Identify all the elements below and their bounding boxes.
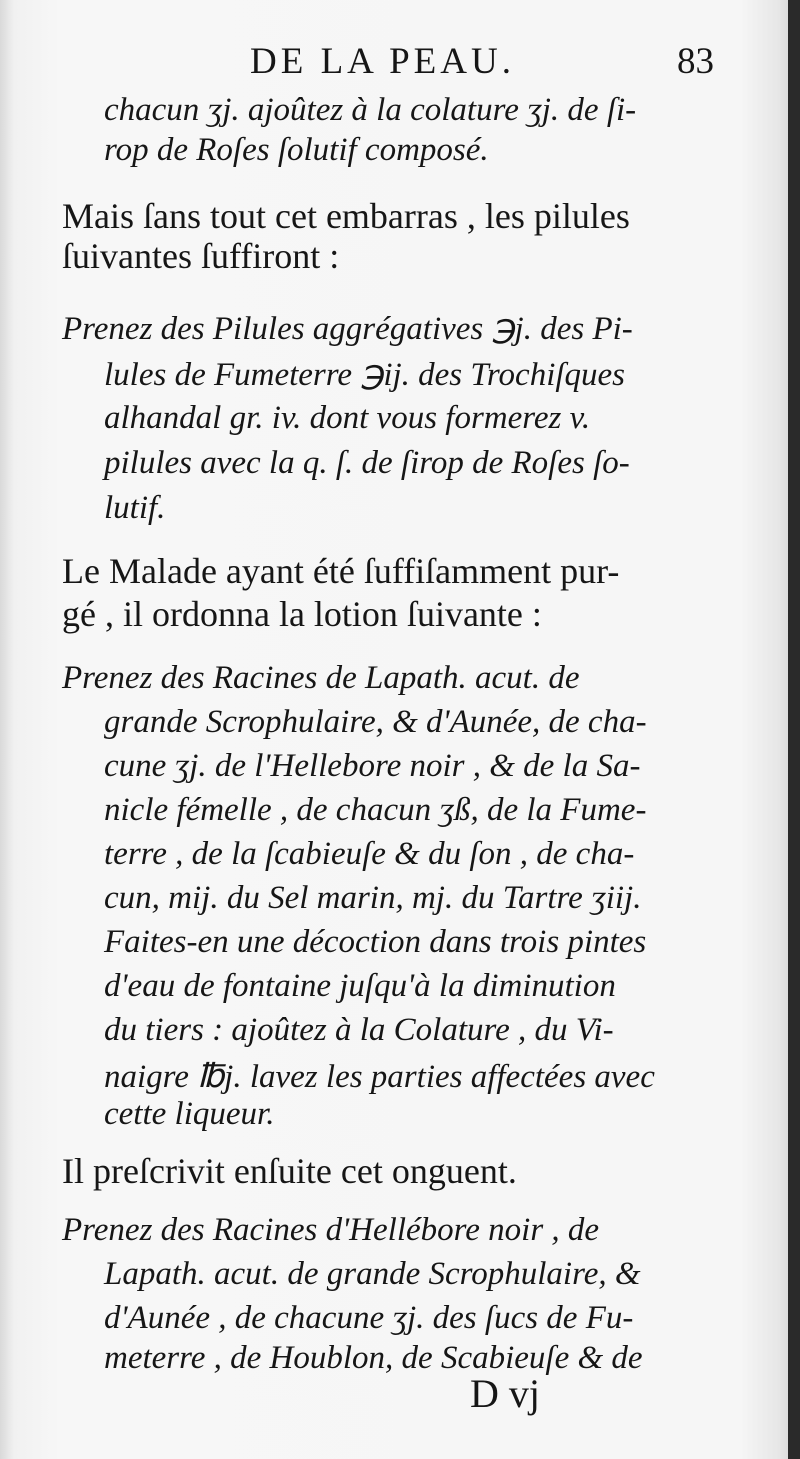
text-line: Prenez des Racines de Lapath. acut. de — [62, 660, 580, 696]
page-edge-shadow — [788, 0, 800, 1459]
text-line: lutif. — [104, 490, 166, 526]
text-line: naigre ℔j. lavez les parties affectées avec — [104, 1059, 655, 1095]
running-head: DE LA PEAU. — [250, 41, 515, 82]
text-line: Prenez des Racines d'Hellébore noir , de — [62, 1212, 600, 1248]
text-line: lules de Fumeterre ℈ij. des Trochiſques — [104, 357, 626, 393]
text-line: d'eau de fontaine juſqu'à la diminution — [104, 968, 616, 1004]
page-number: 83 — [677, 41, 714, 82]
text-line: cune ʒj. de l'Hellebore noir , & de la Sa- — [104, 748, 641, 784]
text-line: alhandal gr. iv. dont vous formerez v. — [104, 400, 591, 436]
text-line: Il preſcrivit enſuite cet onguent. — [62, 1151, 517, 1191]
text-line: rop de Roſes ſolutif composé. — [104, 132, 489, 168]
text-line: chacun ʒj. ajoûtez à la colature ʒj. de ſi- — [104, 92, 637, 128]
text-line: gé , il ordonna la lotion ſuivante : — [62, 594, 542, 634]
text-line: Le Malade ayant été ſuffiſamment pur- — [62, 551, 620, 591]
text-line: Prenez des Pilules aggrégatives ℈j. des Pi- — [62, 311, 633, 347]
text-line: pilules avec la q. ſ. de ſirop de Roſes ſo- — [104, 445, 630, 481]
text-line: d'Aunée , de chacune ʒj. des ſucs de Fu- — [104, 1300, 634, 1336]
signature-mark: D vj — [470, 1371, 540, 1416]
text-line: meterre , de Houblon, de Scabieuſe & de — [104, 1340, 643, 1376]
text-line: Lapath. acut. de grande Scrophulaire, & — [104, 1256, 641, 1292]
text-line: ſuivantes ſuffiront : — [62, 236, 340, 276]
text-line: du tiers : ajoûtez à la Colature , du Vi- — [104, 1012, 614, 1048]
text-line: Mais ſans tout cet embarras , les pilules — [62, 196, 630, 236]
text-line: nicle fémelle , de chacun ʒß, de la Fume- — [104, 792, 647, 828]
text-line: cette liqueur. — [104, 1096, 275, 1132]
text-line: cun, mij. du Sel marin, mj. du Tartre ʒiij. — [104, 880, 642, 916]
text-line: grande Scrophulaire, & d'Aunée, de cha- — [104, 704, 647, 740]
text-line: terre , de la ſcabieuſe & du ſon , de cha- — [104, 836, 635, 872]
text-line: Faites-en une décoction dans trois pintes — [104, 924, 647, 960]
